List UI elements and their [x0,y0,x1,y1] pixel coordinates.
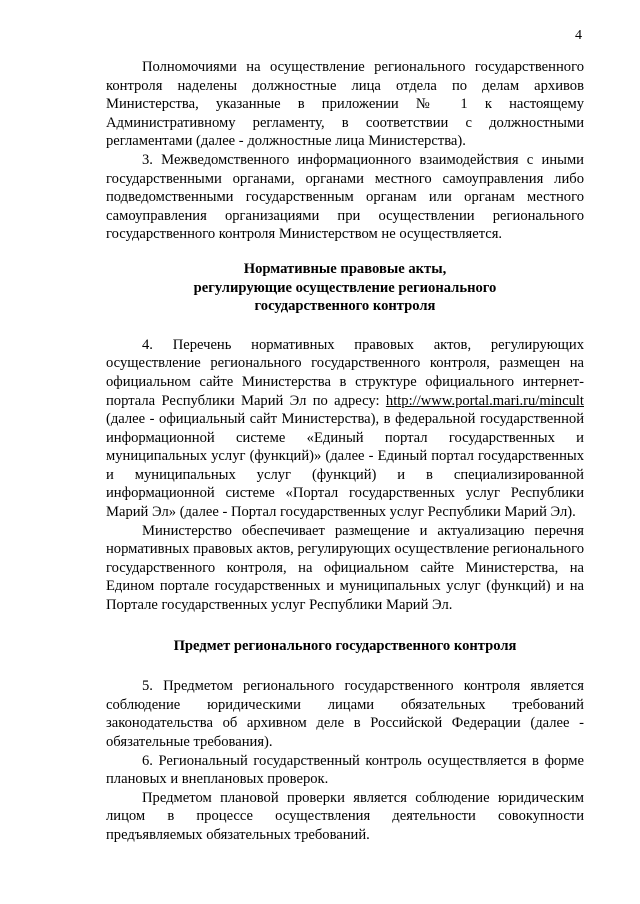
page-number: 4 [575,28,582,43]
heading-legal-acts-line3: государственного контроля [254,298,436,315]
paragraph-4 [106,336,584,522]
heading-legal-acts-line1: Нормативные правовые акты, [243,260,447,277]
heading-legal-acts-line2: регулирующие осуществление регионального [193,279,497,296]
paragraph-4-text-before: 4. Перечень нормативных правовых актов, регулирующих осуществление регионального государственного контроля, размещен на официальном сайте Министерства в структуре официального интернет-портала Республики Марий Эл по адресу: [106,336,584,409]
heading-legal-acts [106,260,584,316]
paragraph-4-text-after: (далее - официальный сайт Министерства), в федеральной государственной информационной системе «Единый портал государственных и муниципальных услуг (функций)» (далее - Единый портал государственных и муниципальных услуг (функций) и в специализированной информационной системе «Портал государственных услуг Республики Марий Эл» (далее - Портал государственных услуг Республики Марий Эл). [106,411,584,521]
paragraph-6: 6. Региональный государственный контроль осуществляется в форме плановых и внеплановых проверок. [106,752,584,788]
paragraph-authority: Полномочиями на осуществление регионального государственного контроля наделены должностные лица отдела по делам архивов Министерства, указанные в приложении № 1 к настоящему Административному регламенту, в соответствии с должностными регламентами (далее - должностные лица Министерства). [106,59,584,150]
paragraph-3: 3. Межведомственного информационного взаимодействия с иными государственными органами, органами местного самоуправления либо подведомственными государственным органам или органам местного самоуправления организациями при осуществлении регионального государственного контроля Министерством не осуществляется. [106,151,584,243]
heading-subject: Предмет регионального государственного контроля [173,637,517,654]
ministry-portal-link[interactable]: http://www.portal.mari.ru/mincult [385,392,584,409]
paragraph-planned-inspection: Предметом плановой проверки является соблюдение юридическим лицом в процессе осуществления деятельности совокупности предъявляемых обязательных требований. [106,789,584,843]
paragraph-5: 5. Предметом регионального государственного контроля является соблюдение юридическими лицами обязательных требований законодательства об архивном деле в Российской Федерации (далее - обязательные требования). [106,678,584,750]
document-body [106,58,584,845]
paragraph-ministry-publication: Министерство обеспечивает размещение и актуализацию перечня нормативных правовых актов, регулирующих осуществление регионального государственного контроля, на официальном сайте Министерства, на Едином портале государственных и муниципальных услуг (функций) и на Портале государственных услуг Республики Марий Эл. [106,522,584,614]
